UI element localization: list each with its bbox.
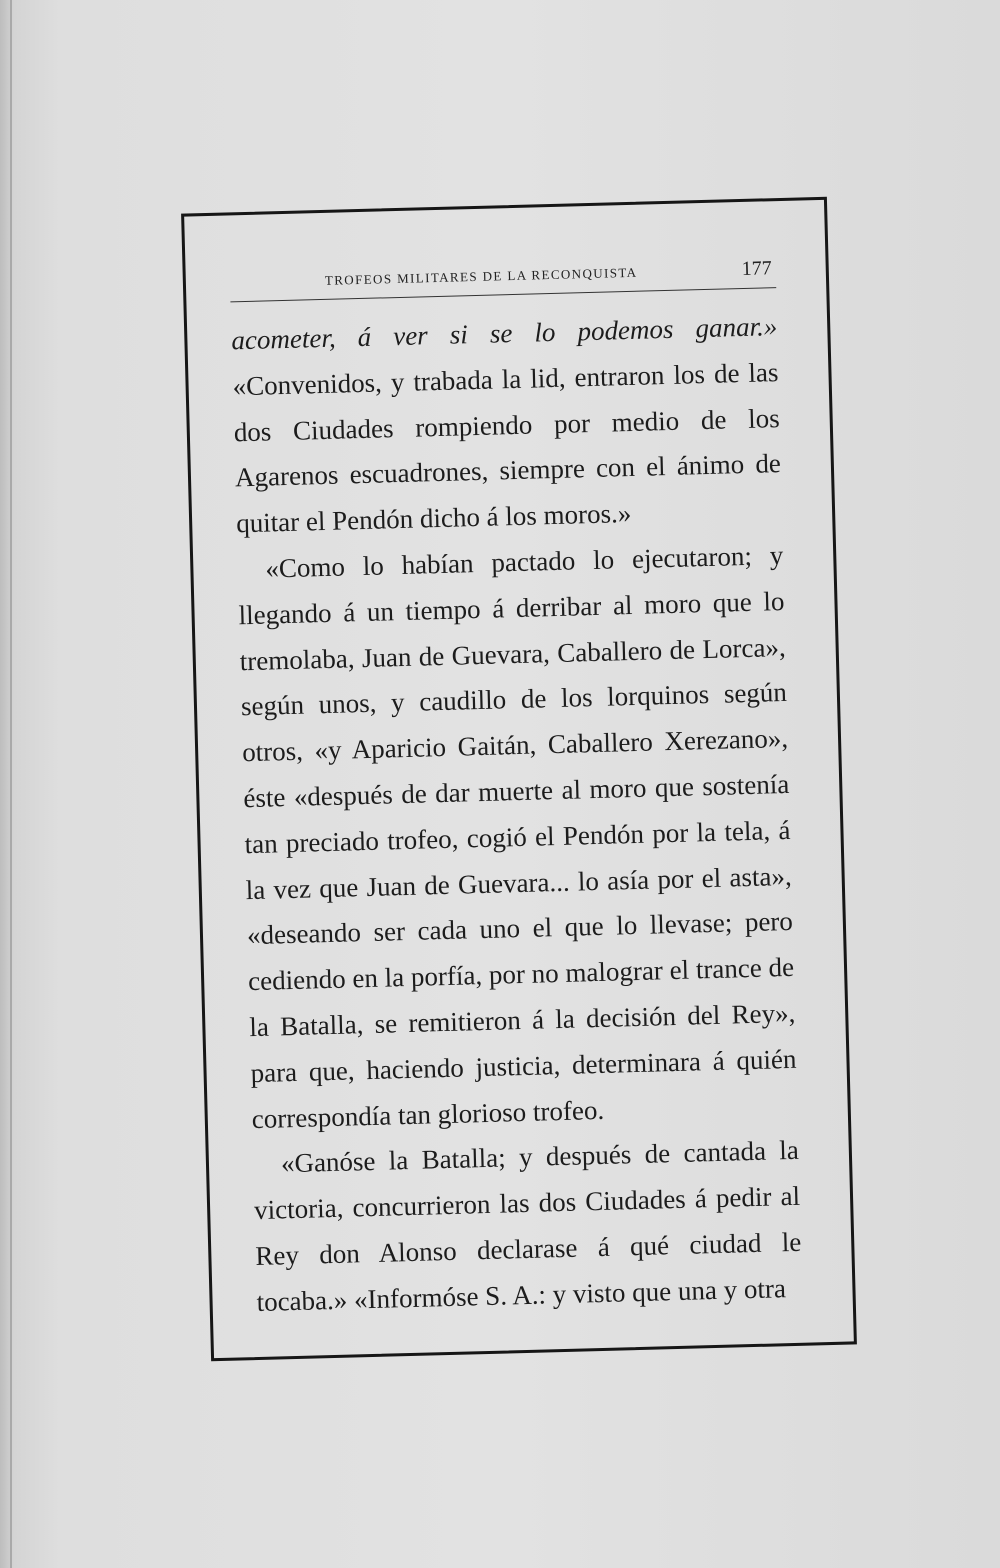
page-content <box>230 257 803 1317</box>
paragraph-2: «Como lo habían pactado lo ejecutaron; y llegando á un tiempo á derribar al moro que lo tremolaba, Juan de Guevara, Caballero de Lorca», según unos, y caudillo de los lorquinos según otros, «y Aparicio Gaitán, Caballero Xerezano», éste «después de dar muerte al moro que sostenía tan preciado trofeo, cogió el Pendón por la tela, á la vez que Juan de Guevara... lo asía por el asta», «deseando ser cada uno el que lo llevase; pero cediendo en la porfía, por no malograr el trance de la Batalla, se remitieron á la decisión del Rey», para que, haciendo justicia, determinara á quién correspondía tan glorioso trofeo. <box>238 539 797 1134</box>
body-text <box>231 304 803 1325</box>
paragraph-1-italic: acometer, á ver si se lo podemos ganar.» <box>231 311 778 356</box>
running-head <box>230 257 777 302</box>
text-frame <box>181 197 857 1362</box>
paragraph-1 <box>231 304 783 547</box>
page-gutter-edge <box>10 0 12 1568</box>
page-number: 177 <box>741 257 773 280</box>
paragraph-1-text: «Convenidos, y trabada la lid, entraron los de las dos Ciudades rompiendo por medio de los Agarenos escuadrones, siempre con el ánimo de quitar el Pendón dicho á los moros.» <box>232 356 782 539</box>
paragraph-3: «Ganóse la Batalla; y después de cantada la victoria, concurrieron las dos Ciudades á pedir al Rey don Alonso declarase á qué ciudad le tocaba.» «Informóse S. A.: y visto que una y otra <box>253 1135 802 1317</box>
running-title: TROFEOS MILITARES DE LA RECONQUISTA <box>324 264 638 288</box>
